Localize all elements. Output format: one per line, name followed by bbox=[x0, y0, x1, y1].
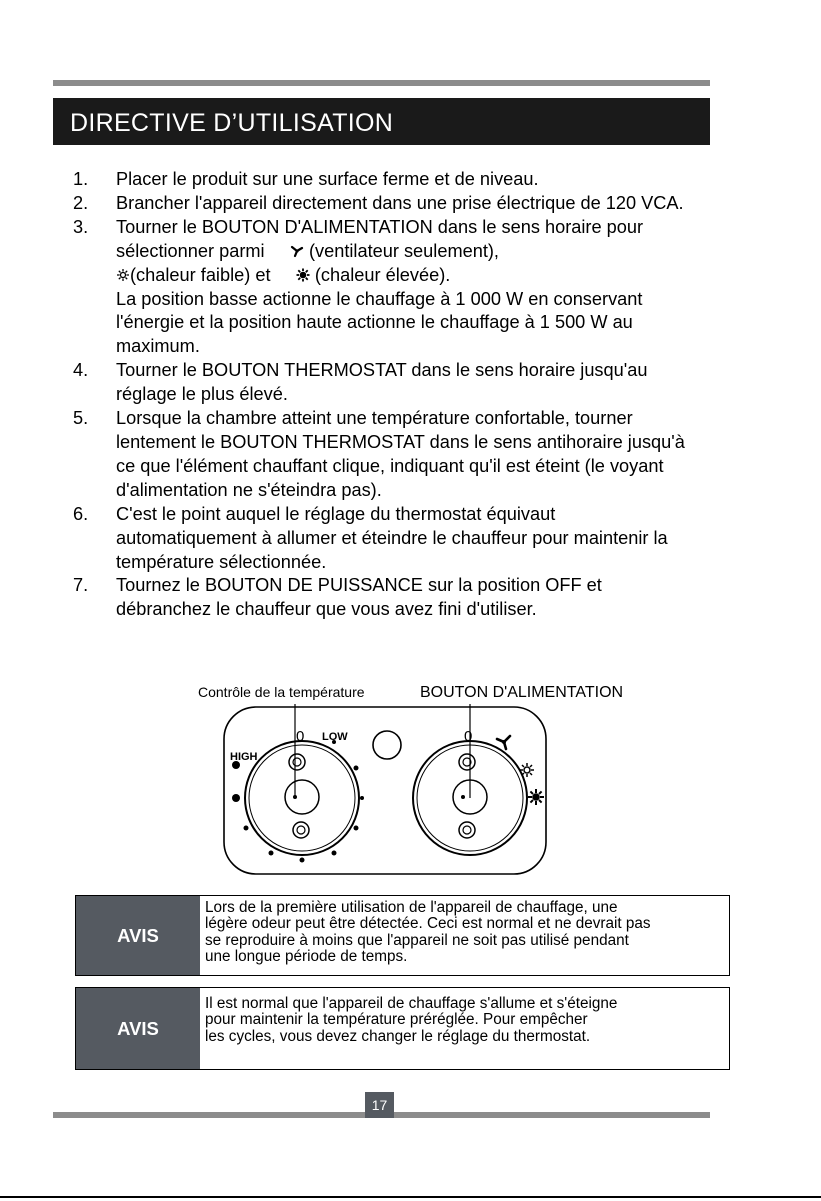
power-knob-label: BOUTON D'ALIMENTATION bbox=[420, 684, 624, 701]
step-text: Placer le produit sur une surface ferme et de niveau. bbox=[116, 169, 539, 189]
top-rule bbox=[53, 80, 710, 86]
page-number: 17 bbox=[365, 1092, 394, 1118]
high-label: HIGH bbox=[230, 751, 258, 763]
instruction-list bbox=[73, 168, 763, 622]
step-text-line bbox=[116, 264, 763, 288]
section-title-bar bbox=[53, 98, 710, 145]
step-text: Tourner le BOUTON D'ALIMENTATION dans le sens horaire pour bbox=[116, 216, 644, 237]
knob-grip bbox=[293, 822, 309, 838]
list-item bbox=[73, 168, 763, 192]
step-text: automatiquement à allumer et éteindre le chauffeur pour maintenir la bbox=[116, 527, 668, 548]
notice-text bbox=[200, 896, 655, 975]
step-text-fragment: (chaleur faible) et bbox=[130, 264, 271, 285]
knob-hub bbox=[285, 780, 319, 814]
scale-dot bbox=[354, 766, 359, 771]
power-knob bbox=[413, 704, 527, 855]
step-text: Brancher l'appareil directement dans une prise électrique de 120 VCA. bbox=[116, 192, 684, 213]
step-text: La position basse actionne le chauffage à 1 000 W en conservant bbox=[116, 288, 643, 309]
high-heat-sun-icon bbox=[296, 268, 310, 282]
step-number: 2. bbox=[73, 192, 89, 213]
scale-dot bbox=[332, 851, 337, 856]
step-number: 1. bbox=[73, 169, 89, 189]
step-text: température sélectionnée. bbox=[116, 551, 327, 572]
step-text-fragment: sélectionner parmi bbox=[116, 240, 265, 261]
step-text: Tournez le BOUTON DE PUISSANCE sur la position OFF et bbox=[116, 575, 602, 596]
step-text: d'alimentation ne s'éteindra pas). bbox=[116, 479, 382, 500]
step-text: l'énergie et la position haute actionne le chauffage à 1 500 W au bbox=[116, 312, 633, 333]
control-panel-drawing bbox=[190, 680, 560, 880]
scale-dot bbox=[360, 796, 364, 800]
notice-box bbox=[75, 895, 730, 976]
fan-icon bbox=[290, 244, 304, 258]
step-text: débranchez le chauffeur que vous avez fini d'utiliser. bbox=[116, 599, 537, 620]
page-title: DIRECTIVE D’UTILISATION bbox=[70, 109, 394, 137]
knob-grip bbox=[459, 754, 475, 770]
step-text: lentement le BOUTON THERMOSTAT dans le sens antihoraire jusqu'à bbox=[116, 431, 685, 452]
step-text: maximum. bbox=[116, 336, 200, 357]
notice-text bbox=[200, 988, 621, 1069]
scale-dot bbox=[244, 826, 249, 831]
list-item bbox=[73, 216, 763, 359]
step-number: 5. bbox=[73, 408, 89, 429]
notice-text-line: les cycles, vous devez changer le réglage du thermostat. bbox=[205, 1027, 591, 1045]
list-item bbox=[73, 407, 763, 503]
list-item bbox=[73, 192, 763, 216]
list-item bbox=[73, 503, 763, 575]
low-heat-sun-icon bbox=[520, 763, 534, 777]
notice-label: AVIS bbox=[76, 988, 200, 1069]
notice-text-line: une longue période de temps. bbox=[205, 947, 408, 965]
step-text: C'est le point auquel le réglage du thermostat équivaut bbox=[116, 503, 556, 524]
notice-label: AVIS bbox=[76, 896, 200, 975]
scale-dot bbox=[269, 851, 274, 856]
notice-text-line: Lors de la première utilisation de l'appareil de chauffage, une bbox=[205, 899, 618, 916]
step-text: Lorsque la chambre atteint une température confortable, tourner bbox=[116, 408, 633, 429]
indicator-light bbox=[373, 731, 401, 759]
fan-icon bbox=[497, 736, 510, 749]
step-text: ce que l'élément chauffant clique, indiquant qu'il est éteint (le voyant bbox=[116, 455, 664, 476]
step-text-fragment: (ventilateur seulement), bbox=[308, 240, 499, 261]
notice-box bbox=[75, 987, 730, 1070]
low-heat-sun-icon bbox=[116, 268, 130, 282]
step-number: 6. bbox=[73, 503, 89, 524]
list-item bbox=[73, 359, 763, 407]
step-text: réglage le plus élevé. bbox=[116, 384, 288, 405]
step-number: 4. bbox=[73, 360, 89, 381]
knob-inner-rim bbox=[249, 745, 355, 851]
knob-grip bbox=[289, 754, 305, 770]
notice-text-line: Il est normal que l'appareil de chauffage s'allume et s'éteigne bbox=[205, 995, 618, 1012]
list-item bbox=[73, 574, 763, 622]
step-number: 7. bbox=[73, 575, 89, 596]
step-number: 3. bbox=[73, 216, 89, 237]
low-label: LOW bbox=[322, 731, 348, 743]
step-text-line bbox=[116, 240, 763, 264]
notice-text-line: pour maintenir la température préréglée. Pour empêcher bbox=[205, 1011, 588, 1029]
scale-dot bbox=[300, 858, 305, 863]
notice-text-line: légère odeur peut être détectée. Ceci est normal et ne devrait pas bbox=[205, 915, 651, 933]
power-zero-mark: 0 bbox=[464, 728, 473, 745]
notice-text-line: se reproduire à moins que l'appareil ne soit pas utilisé pendant bbox=[205, 931, 629, 949]
page-edge bbox=[0, 1196, 821, 1198]
scale-dot bbox=[232, 794, 240, 802]
thermostat-zero-mark: 0 bbox=[296, 728, 305, 745]
high-heat-sun-icon bbox=[528, 789, 544, 805]
step-text: Tourner le BOUTON THERMOSTAT dans le sens horaire jusqu'au bbox=[116, 360, 648, 381]
control-panel-diagram bbox=[190, 680, 624, 880]
scale-dot bbox=[354, 826, 359, 831]
temperature-control-label: Contrôle de la température bbox=[198, 684, 365, 700]
knob-grip bbox=[459, 822, 475, 838]
step-text-fragment: (chaleur élevée). bbox=[314, 264, 451, 285]
